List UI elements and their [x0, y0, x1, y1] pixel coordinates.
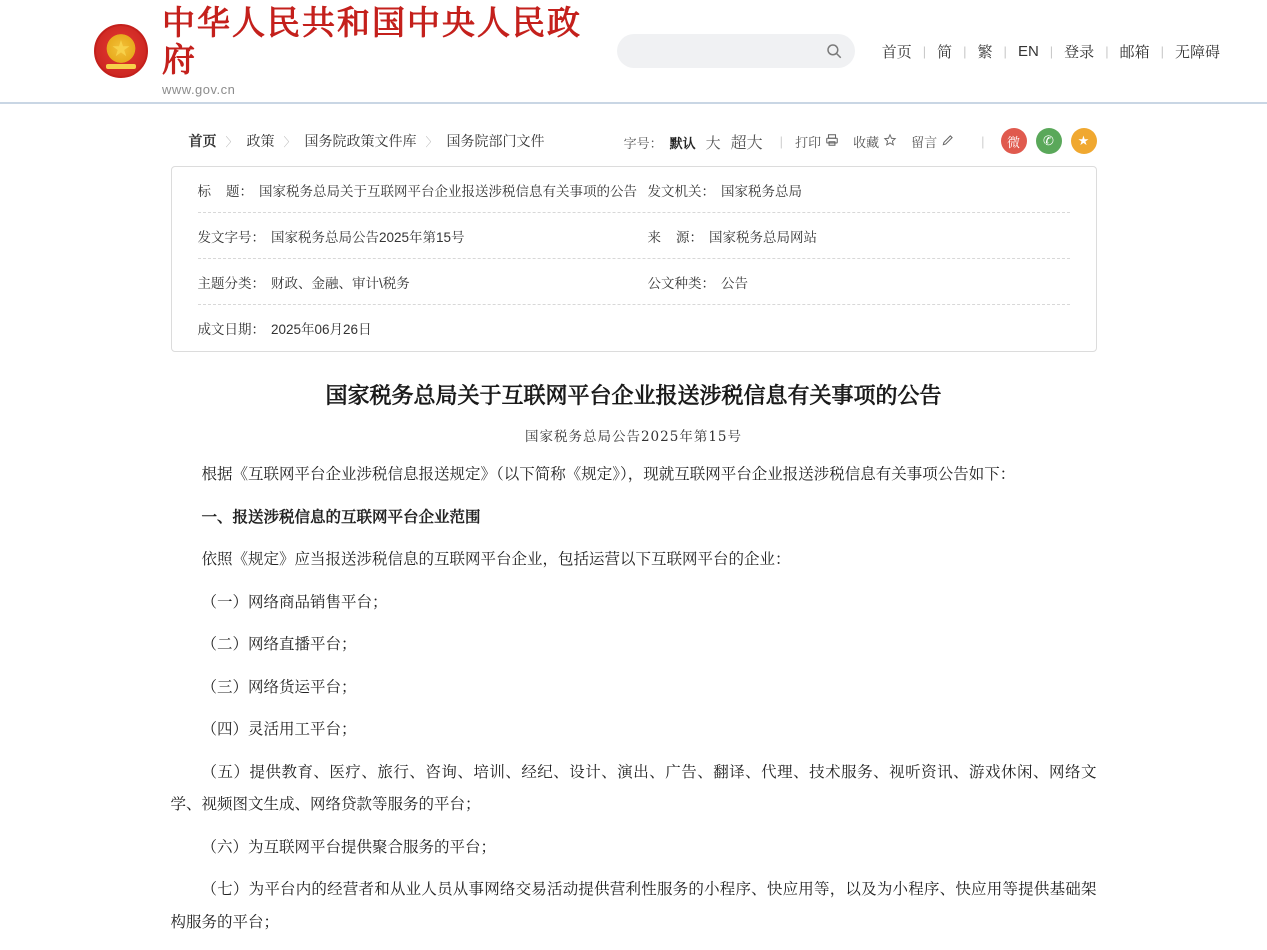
meta-value: 公告	[721, 275, 748, 291]
article-paragraph: （三）网络货运平台；	[201, 678, 357, 696]
article-paragraph: 根据《互联网平台企业涉税信息报送规定》（以下简称《规定》），现就互联网平台企业报送涉税信息有关事项公告如下：	[201, 466, 1016, 483]
article-paragraph: （二）网络直播平台；	[201, 636, 357, 654]
meta-label: 发文字号：	[197, 229, 265, 245]
meta-label: 主题分类：	[197, 275, 265, 291]
site-header	[0, 0, 1267, 104]
breadcrumb-separator: 〉	[283, 134, 296, 149]
meta-field-source	[648, 226, 818, 246]
meta-field-category	[198, 272, 648, 292]
document-toolbar	[624, 128, 1097, 154]
search-icon[interactable]	[825, 42, 843, 60]
wechat-share-icon[interactable]: ✆	[1036, 128, 1062, 154]
page-container	[171, 104, 1097, 940]
fontsize-control	[624, 130, 768, 153]
header-link-divider: |	[922, 43, 927, 59]
breadcrumb	[189, 131, 545, 151]
article-paragraph: （六）为互联网平台提供聚合服务的平台；	[201, 838, 497, 856]
header-link-home[interactable]: 首页	[881, 43, 912, 61]
meta-value: 2025年06月26日	[271, 322, 372, 337]
meta-label: 来 源：	[647, 229, 704, 245]
header-link-divider: |	[1049, 43, 1054, 59]
document-number-subtitle: 国家税务总局公告2025年第15号	[524, 429, 743, 445]
weibo-share-icon[interactable]: 微	[1001, 128, 1027, 154]
site-domain: www.gov.cn	[162, 81, 236, 97]
header-link-english[interactable]: EN	[1017, 42, 1039, 60]
toolbar-divider: |	[779, 133, 784, 149]
meta-label: 标 题：	[197, 183, 254, 199]
national-emblem-icon	[94, 24, 148, 78]
header-link-mail[interactable]: 邮箱	[1119, 43, 1150, 61]
header-link-divider: |	[963, 43, 967, 59]
site-brand[interactable]	[94, 5, 617, 97]
meta-field-title	[198, 180, 648, 200]
fontsize-option-xlarge[interactable]: 超大	[730, 134, 763, 152]
header-link-divider: |	[1160, 43, 1164, 59]
meta-value: 国家税务总局关于互联网平台企业报送涉税信息有关事项的公告	[259, 183, 638, 199]
meta-label: 公文种类：	[647, 275, 715, 291]
comment-button[interactable]	[911, 132, 955, 151]
meta-label: 发文机关：	[647, 183, 715, 199]
search-box[interactable]	[617, 34, 855, 68]
article-paragraph: （五）提供教育、医疗、旅行、咨询、培训、经纪、设计、演出、广告、翻译、代理、技术服务、视听资讯、游戏休闲、网络文学、视频图文生成、网络贷款等服务的平台；	[170, 763, 1097, 814]
meta-row	[198, 167, 1070, 213]
meta-row	[198, 259, 1070, 305]
printer-icon	[825, 133, 839, 150]
comment-label: 留言	[911, 134, 938, 150]
breadcrumb-item-doc-library[interactable]: 国务院政策文件库	[304, 133, 417, 149]
breadcrumb-separator: 〉	[425, 134, 438, 149]
meta-field-issuing-agency	[648, 180, 803, 200]
article-paragraph: （四）灵活用工平台；	[201, 721, 357, 739]
article-body	[171, 459, 1097, 940]
print-button[interactable]	[795, 132, 839, 151]
article	[171, 352, 1097, 940]
meta-value: 国家税务总局公告2025年第15号	[271, 229, 465, 245]
print-label: 打印	[795, 134, 822, 150]
article-paragraph: （七）为平台内的经营者和从业人员从事网络交易活动提供营利性服务的小程序、快应用等，以及为小程序、快应用等提供基础架构服务的平台；	[170, 881, 1097, 932]
star-outline-icon	[883, 133, 897, 150]
header-link-login[interactable]: 登录	[1064, 43, 1095, 61]
breadcrumb-toolbar-row	[171, 122, 1097, 160]
fontsize-option-large[interactable]: 大	[705, 134, 721, 152]
meta-label: 成文日期：	[197, 322, 265, 337]
toolbar-divider: |	[981, 133, 985, 149]
site-title: 中华人民共和国中央人民政府	[162, 3, 582, 79]
meta-field-issue-date	[198, 318, 648, 338]
fontsize-label: 字号：	[623, 135, 663, 151]
meta-field-document-number	[198, 226, 648, 246]
header-link-divider: |	[1105, 43, 1109, 59]
header-link-accessibility[interactable]: 无障碍	[1174, 43, 1220, 61]
breadcrumb-separator: 〉	[225, 134, 238, 149]
meta-row	[198, 305, 1070, 351]
header-right	[617, 34, 1231, 68]
brand-text	[162, 5, 617, 97]
document-meta-card	[171, 166, 1097, 352]
breadcrumb-item-policy[interactable]: 政策	[246, 133, 275, 149]
meta-value: 国家税务总局	[721, 183, 802, 199]
meta-value: 国家税务总局网站	[709, 229, 818, 245]
fontsize-option-default[interactable]: 默认	[669, 135, 696, 151]
header-link-divider: |	[1003, 43, 1007, 59]
meta-value: 财政、金融、审计\税务	[271, 275, 410, 291]
article-paragraph: 依照《规定》应当报送涉税信息的互联网平台企业，包括运营以下互联网平台的企业：	[201, 551, 791, 569]
meta-row	[198, 213, 1070, 259]
header-link-traditional[interactable]: 繁	[977, 43, 993, 61]
favorite-label: 收藏	[853, 134, 880, 150]
favorite-share-icon[interactable]: ★	[1071, 128, 1097, 154]
favorite-button[interactable]	[853, 132, 897, 151]
article-paragraph: （一）网络商品销售平台；	[201, 593, 388, 611]
search-input[interactable]	[629, 43, 825, 60]
header-link-simplified[interactable]: 简	[937, 43, 953, 61]
pencil-icon	[941, 133, 955, 150]
meta-field-document-type	[648, 272, 749, 292]
breadcrumb-item-home[interactable]: 首页	[188, 133, 217, 149]
breadcrumb-item-department-docs[interactable]: 国务院部门文件	[446, 133, 545, 149]
article-section-heading: 一、报送涉税信息的互联网平台企业范围	[201, 508, 481, 526]
page-title: 国家税务总局关于互联网平台企业报送涉税信息有关事项的公告	[325, 383, 942, 409]
header-links	[871, 41, 1231, 62]
social-share-group	[1001, 128, 1097, 154]
